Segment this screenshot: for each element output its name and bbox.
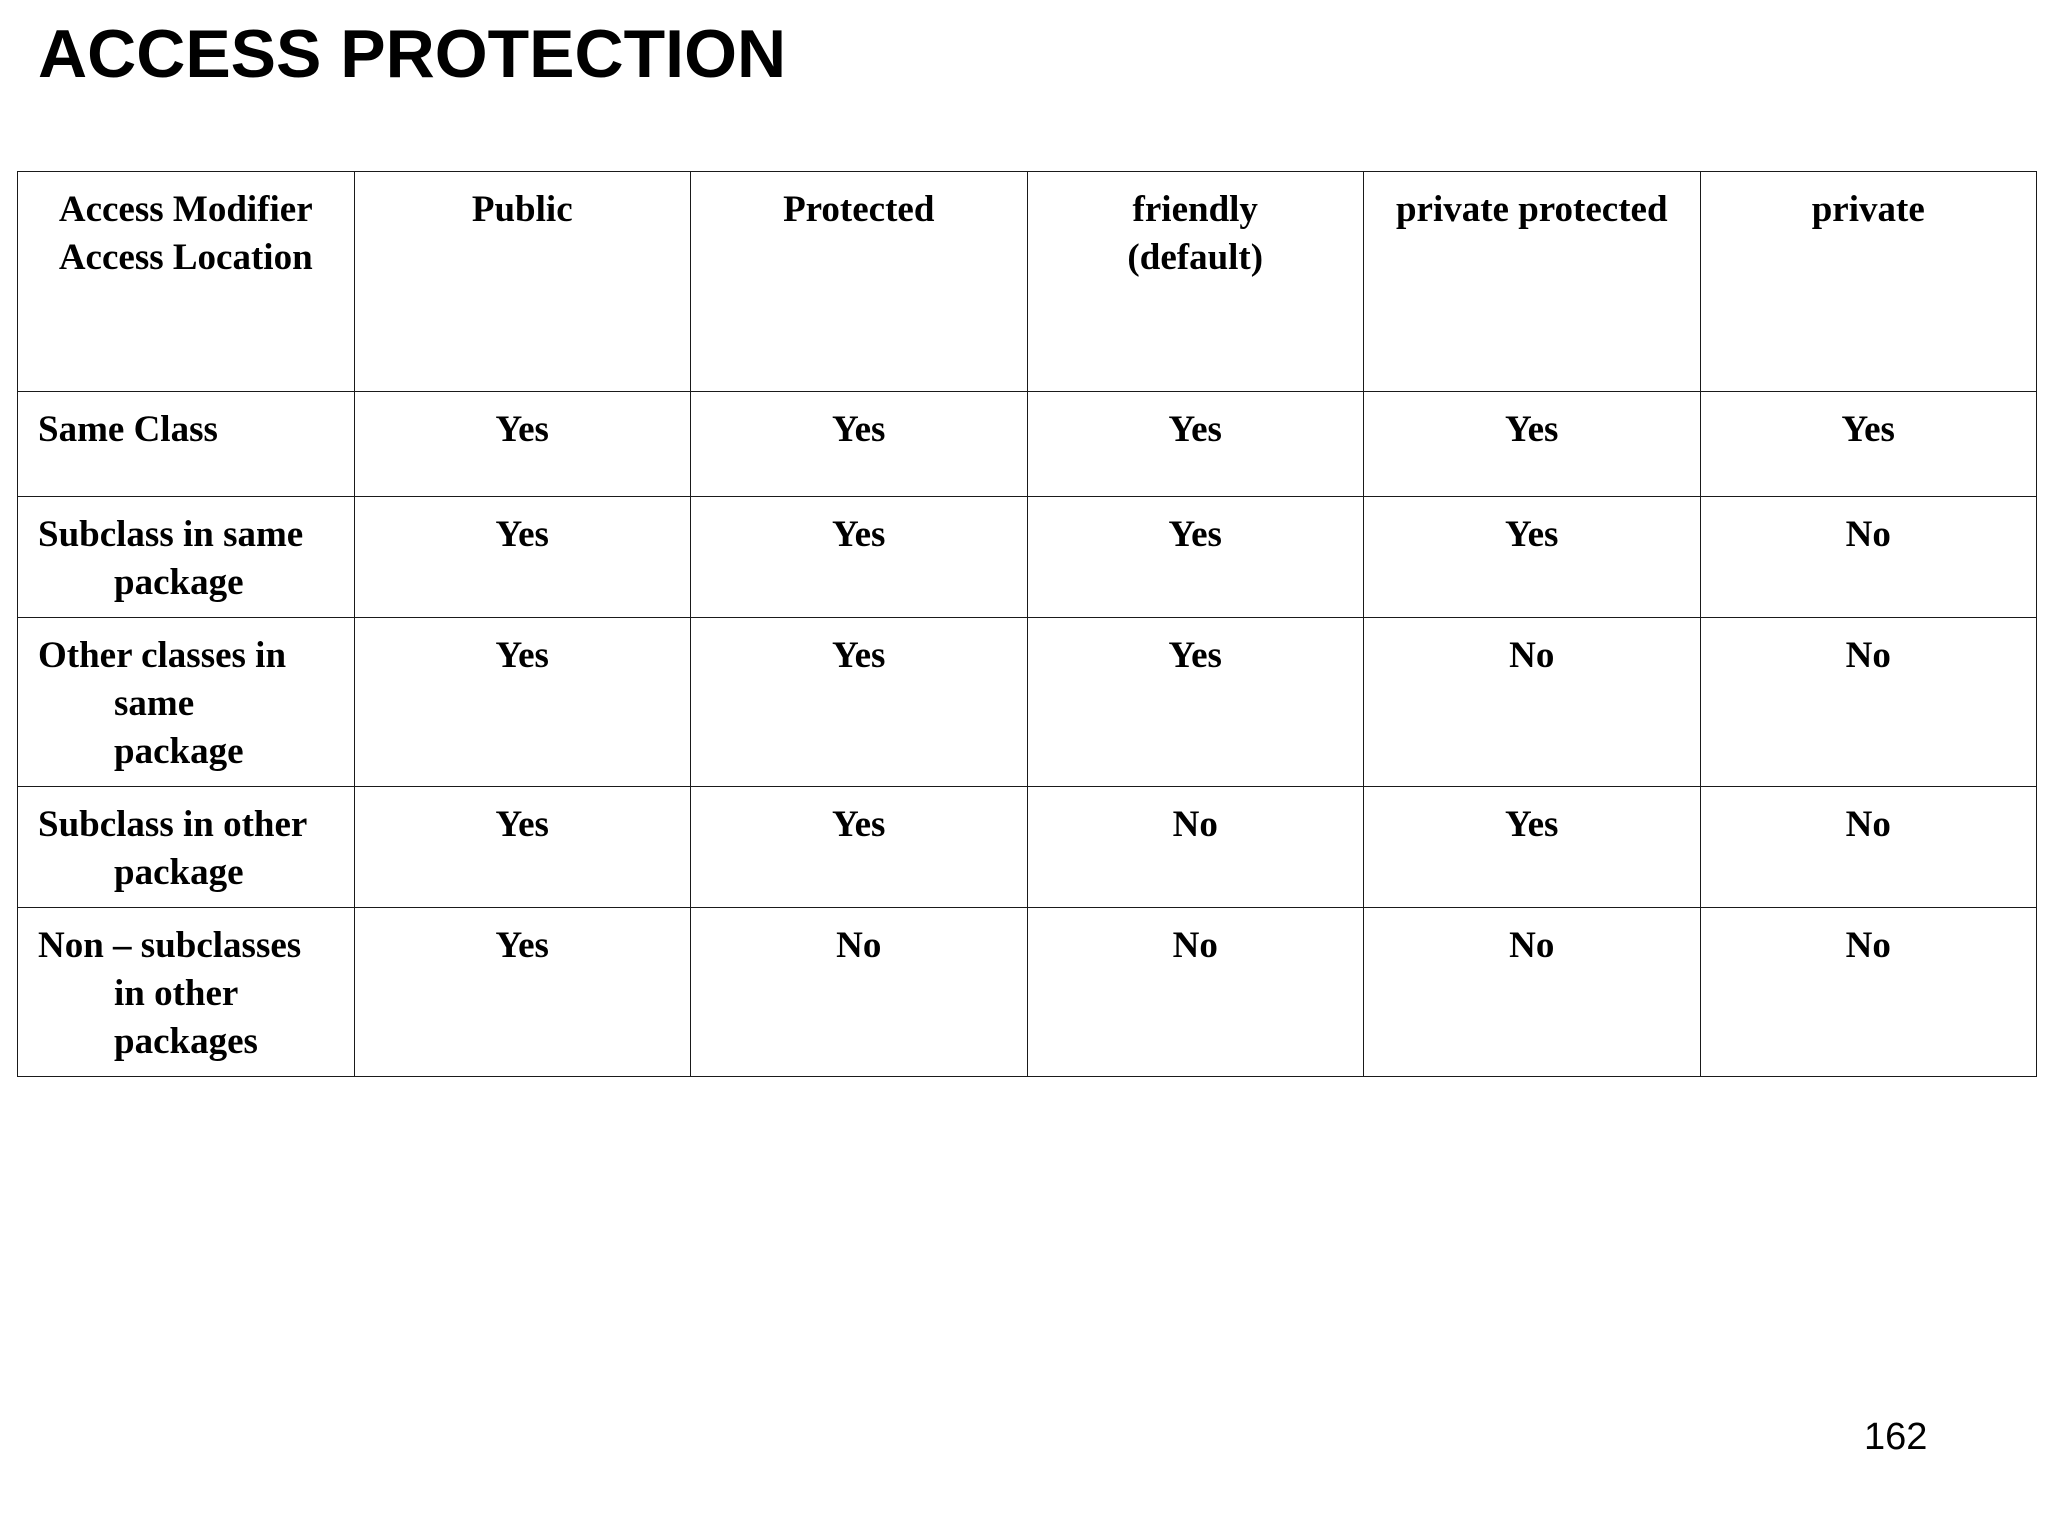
access-value-cell: Yes <box>691 618 1028 787</box>
access-value-cell: Yes <box>1027 392 1364 497</box>
slide-title: ACCESS PROTECTION <box>38 16 787 92</box>
row-label-cell <box>18 908 355 1077</box>
column-header-public <box>354 172 691 392</box>
row-label-line: Same Class <box>38 409 218 450</box>
access-value-cell: Yes <box>691 787 1028 908</box>
access-value-cell: Yes <box>1364 392 1701 497</box>
corner-header-line: Access Modifier <box>58 189 313 230</box>
table-row <box>18 497 2037 618</box>
table-row <box>18 787 2037 908</box>
access-value-cell: Yes <box>1364 787 1701 908</box>
column-header-protected <box>691 172 1028 392</box>
access-value-cell: Yes <box>1700 392 2037 497</box>
access-protection-table <box>17 171 2037 1077</box>
table-header-row <box>18 172 2037 392</box>
row-label-line: in other <box>114 973 239 1014</box>
column-header-line: friendly <box>1132 189 1258 230</box>
row-label-line: Other classes in <box>38 635 287 676</box>
row-label-cell <box>18 392 355 497</box>
row-label-cell <box>18 787 355 908</box>
row-label-line: package <box>114 562 244 603</box>
access-value-cell: No <box>1027 787 1364 908</box>
column-header-line: private protected <box>1395 189 1668 230</box>
row-label-line: Subclass in same <box>38 514 304 555</box>
corner-header-line: Access Location <box>58 237 313 278</box>
access-value-cell: No <box>1700 497 2037 618</box>
access-value-cell: Yes <box>691 497 1028 618</box>
access-value-cell: Yes <box>1027 618 1364 787</box>
column-header-line: private <box>1811 189 1925 230</box>
column-header-private <box>1700 172 2037 392</box>
row-label-line: package <box>114 731 244 772</box>
row-label-line: packages <box>114 1021 258 1062</box>
access-value-cell: No <box>1364 618 1701 787</box>
access-value-cell: No <box>1700 787 2037 908</box>
access-value-cell: Yes <box>354 392 691 497</box>
access-value-cell: No <box>1027 908 1364 1077</box>
column-header-line: Public <box>471 189 573 230</box>
row-label-cell <box>18 497 355 618</box>
table-row <box>18 392 2037 497</box>
row-label-cell <box>18 618 355 787</box>
access-value-cell: Yes <box>354 787 691 908</box>
access-value-cell: Yes <box>354 497 691 618</box>
access-value-cell: Yes <box>354 908 691 1077</box>
row-label-line: same <box>114 683 195 724</box>
access-value-cell: Yes <box>691 392 1028 497</box>
access-value-cell: Yes <box>1027 497 1364 618</box>
table-row <box>18 618 2037 787</box>
column-header-friendly <box>1027 172 1364 392</box>
access-value-cell: No <box>1364 908 1701 1077</box>
access-value-cell: No <box>1700 618 2037 787</box>
access-value-cell: Yes <box>1364 497 1701 618</box>
row-label-line: Non – subclasses <box>38 925 302 966</box>
page-number: 162 <box>1864 1416 1928 1458</box>
row-label-line: Subclass in other <box>38 804 308 845</box>
corner-header-cell <box>18 172 355 392</box>
access-value-cell: No <box>691 908 1028 1077</box>
column-header-private-protected <box>1364 172 1701 392</box>
row-label-line: package <box>114 852 244 893</box>
column-header-line: (default) <box>1127 237 1264 278</box>
table-row <box>18 908 2037 1077</box>
access-value-cell: No <box>1700 908 2037 1077</box>
access-value-cell: Yes <box>354 618 691 787</box>
column-header-line: Protected <box>783 189 935 230</box>
